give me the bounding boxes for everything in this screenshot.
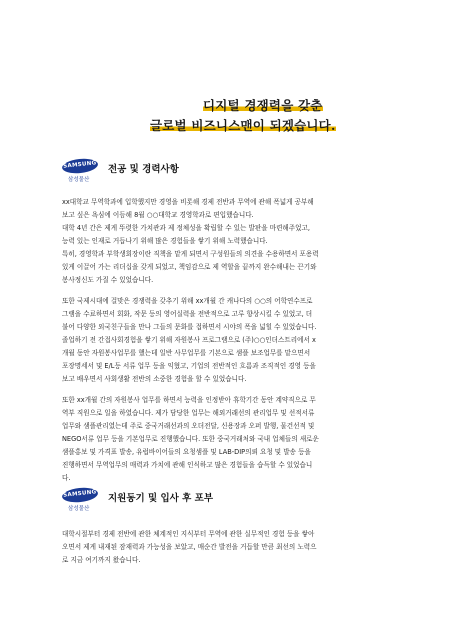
samsung-logo — [62, 157, 98, 185]
text-line: 개월 동안 자원봉사업무를 했는데 일반 사무업무를 기본으로 샘플 보조업무를 맡으면서 — [62, 349, 311, 357]
text-line: 보고 싶은 욕심에 이듬해 8월 ○○대학교 경영학과로 편입했습니다. — [62, 211, 254, 219]
text-line: 대학 4년 간은 제게 뚜렷한 가치관과 제 정체성을 확립할 수 있는 발판을 마련해주었고, — [62, 224, 311, 232]
section-title-career: 전공 및 경력사항 — [108, 164, 179, 175]
section-title-motivation: 지원동기 및 입사 후 포부 — [108, 493, 213, 504]
text-line: xx대학교 무역학과에 입학했지만 경영을 비롯해 경제 전반과 무역에 관해 폭넓게 공부해 — [62, 198, 314, 206]
samsung-logo-ellipse: SAMSUNG — [61, 157, 98, 175]
text-line: 불어 다양한 외국친구들을 만나 그들의 문화를 접하면서 시야의 폭을 넓힐 수 있었습니다. — [62, 323, 317, 331]
section-header-motivation — [62, 486, 402, 516]
text-line: 다. — [62, 474, 71, 482]
text-line: 또한 국제시대에 걸맞은 경쟁력을 갖추기 위해 xx개월 간 캐나다의 ○○의 어학연수프로 — [62, 297, 313, 305]
text-line: NEGO서류 업무 등을 기본업무로 진행했습니다. 또한 중국거래처와 국내 업체들의 새로운 — [62, 435, 319, 443]
text-line: 또한 xx개월 간의 자원봉사 업무를 하면서 능력을 인정받아 휴학기간 동안 계약직으로 무 — [62, 396, 316, 404]
paragraph-work-experience — [62, 394, 404, 485]
section-header-career — [62, 157, 402, 187]
text-line: 보고 배우면서 사회생활 전반의 소중한 경험을 할 수 있었습니다. — [62, 375, 247, 383]
document-title — [150, 96, 440, 136]
text-line: 진행하면서 무역업무의 매력과 가치에 관해 인식하고 많은 경험들을 습득할 수 있었습니 — [62, 461, 313, 469]
text-line: 봉사정신도 가질 수 있었습니다. — [62, 276, 154, 284]
title-line-2: 글로벌 비즈니스맨이 되겠습니다. — [150, 118, 336, 133]
text-line: 오면서 제게 내재된 잠재력과 가능성을 보았고, 매순간 발전을 거듭할 만큼 최선의 노력으 — [62, 543, 317, 551]
text-line: 그램을 수료하면서 회화, 작문 등의 영어실력을 전반적으로 고루 향상시킬 수 있었고, 더 — [62, 310, 313, 318]
title-line-1: 디지털 경쟁력을 갖춘 — [203, 98, 323, 113]
text-line: 포장명세서 및 E/L등 서류 업무 등을 익혔고, 기업의 전반적인 흐름과 조직적인 경영 등을 — [62, 362, 316, 370]
samsung-logo-ellipse: SAMSUNG — [61, 486, 98, 504]
text-line: 능력 있는 인재로 거듭나기 위해 많은 경험들을 쌓기 위해 노력했습니다. — [62, 237, 268, 245]
text-line: 업무와 샘플관리였는데 주로 중국거래선과의 오더전달, 신용장과 오퍼 발행, 물건선적 및 — [62, 422, 315, 430]
paragraph-motivation — [62, 528, 404, 567]
text-line: 특히, 경영학과 부학생회장이란 직책을 맡게 되면서 구성원들의 의견을 수용하면서 포용력 — [62, 250, 319, 258]
text-line: 샘플홍보 및 가격표 발송, 유럽바이어들의 요청샘플 및 LAB-DIP의뢰 요청 및 발송 등을 — [62, 448, 311, 456]
paragraph-education — [62, 196, 404, 287]
text-line: 로 지금 여기까지 왔습니다. — [62, 556, 141, 564]
text-line: 졸업하기 전 간접사회경험을 쌓기 위해 자원봉사 프로그램으로 (주)○○인더스트리에서 x — [62, 336, 316, 344]
samsung-logo — [62, 486, 98, 514]
samsung-logo-subtext: 삼성물산 — [68, 177, 90, 183]
paragraph-language-volunteer — [62, 295, 404, 386]
text-line: 대학시절부터 경제 전반에 관한 체계적인 지식부터 무역에 관한 실무적인 경험 등을 쌓아 — [62, 530, 315, 538]
text-line: 역부 직원으로 일을 하였습니다. 제가 담당한 업무는 해외거래선의 관리업무 및 선적서류 — [62, 409, 315, 417]
text-line: 있게 이끌어 가는 리더십을 갖게 되었고, 책임감으로 제 역할을 끝까지 완수해내는 끈기와 — [62, 263, 317, 271]
samsung-logo-subtext: 삼성물산 — [68, 506, 90, 512]
